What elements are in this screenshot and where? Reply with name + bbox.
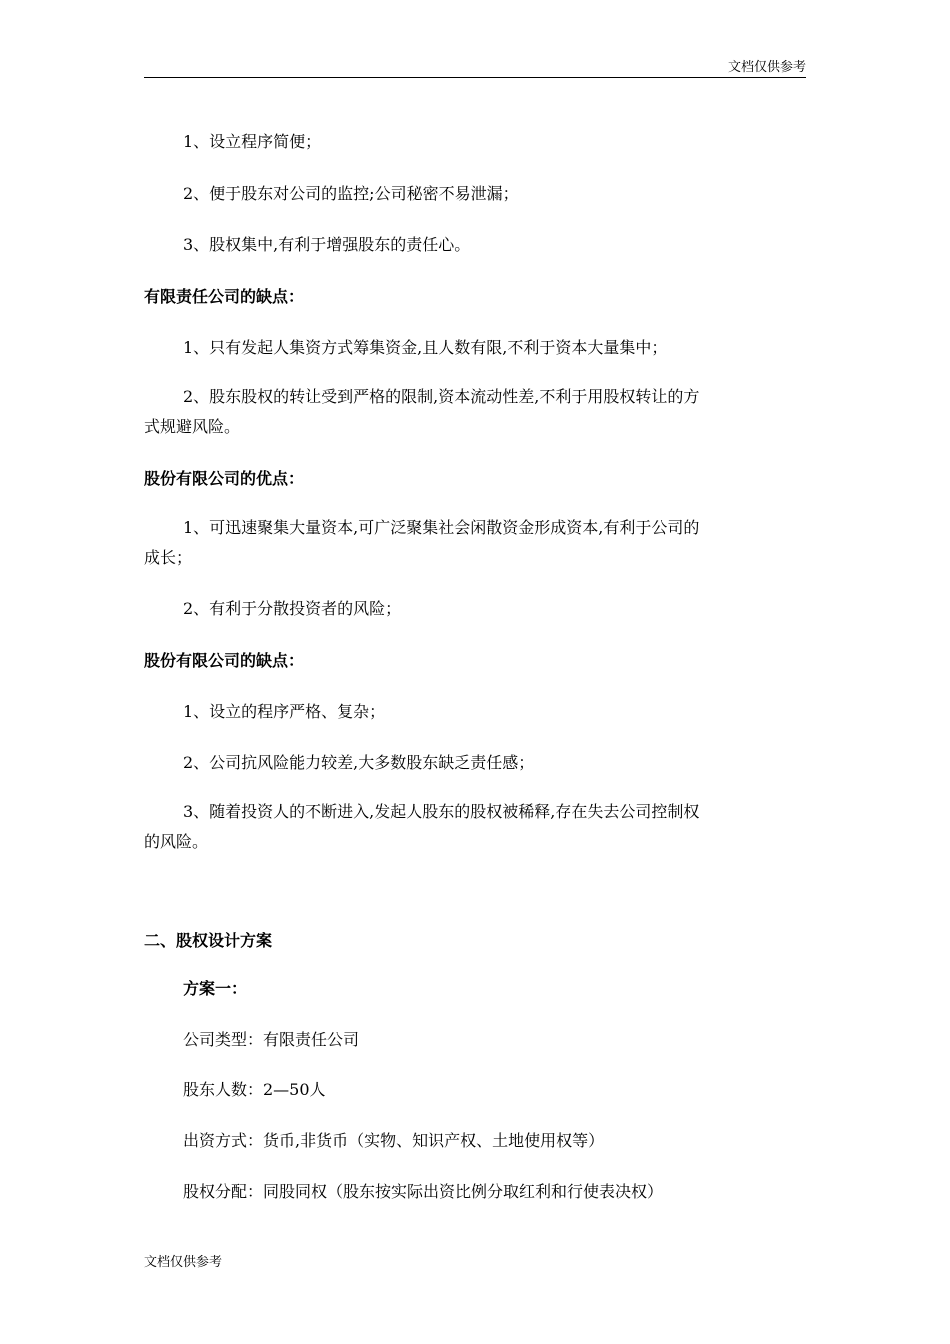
page-header-rule — [144, 77, 806, 78]
plan-heading: 方案一： — [183, 979, 248, 998]
paragraph-line: 2、便于股东对公司的监控;公司秘密不易泄漏； — [183, 184, 519, 203]
paragraph-line: 出资方式：货币,非货币（实物、知识产权、土地使用权等） — [183, 1131, 605, 1150]
paragraph-line: 2、公司抗风险能力较差,大多数股东缺乏责任感； — [183, 753, 535, 772]
paragraph-line: 式规避风险。 — [144, 417, 241, 436]
page-footer-text: 文档仅供参考 — [144, 1255, 223, 1270]
paragraph-line: 2、股东股权的转让受到严格的限制,资本流动性差,不利于用股权转让的方 — [183, 387, 700, 406]
paragraph-line: 2、有利于分散投资者的风险； — [183, 599, 402, 618]
section-heading: 有限责任公司的缺点： — [144, 287, 305, 306]
page-header-text: 文档仅供参考 — [727, 60, 806, 75]
paragraph-line: 的风险。 — [144, 832, 209, 851]
paragraph-line: 股权分配：同股同权（股东按实际出资比例分取红利和行使表决权） — [183, 1182, 664, 1201]
paragraph-line: 3、随着投资人的不断进入,发起人股东的股权被稀释,存在失去公司控制权 — [183, 802, 700, 821]
paragraph-line: 1、设立的程序严格、复杂； — [183, 702, 386, 721]
paragraph-line: 1、只有发起人集资方式筹集资金,且人数有限,不利于资本大量集中； — [183, 338, 668, 357]
section-heading: 股份有限公司的缺点： — [144, 651, 305, 670]
paragraph-line: 1、设立程序简便； — [183, 132, 322, 151]
paragraph-line: 3、股权集中,有利于增强股东的责任心。 — [183, 235, 471, 254]
chapter-heading: 二、股权设计方案 — [144, 931, 273, 950]
section-heading: 股份有限公司的优点： — [144, 469, 305, 488]
paragraph-line: 公司类型：有限责任公司 — [183, 1030, 360, 1049]
paragraph-line: 1、可迅速聚集大量资本,可广泛聚集社会闲散资金形成资本,有利于公司的 — [183, 518, 700, 537]
paragraph-line: 成长； — [144, 548, 193, 567]
paragraph-line: 股东人数：2—50人 — [183, 1080, 326, 1099]
